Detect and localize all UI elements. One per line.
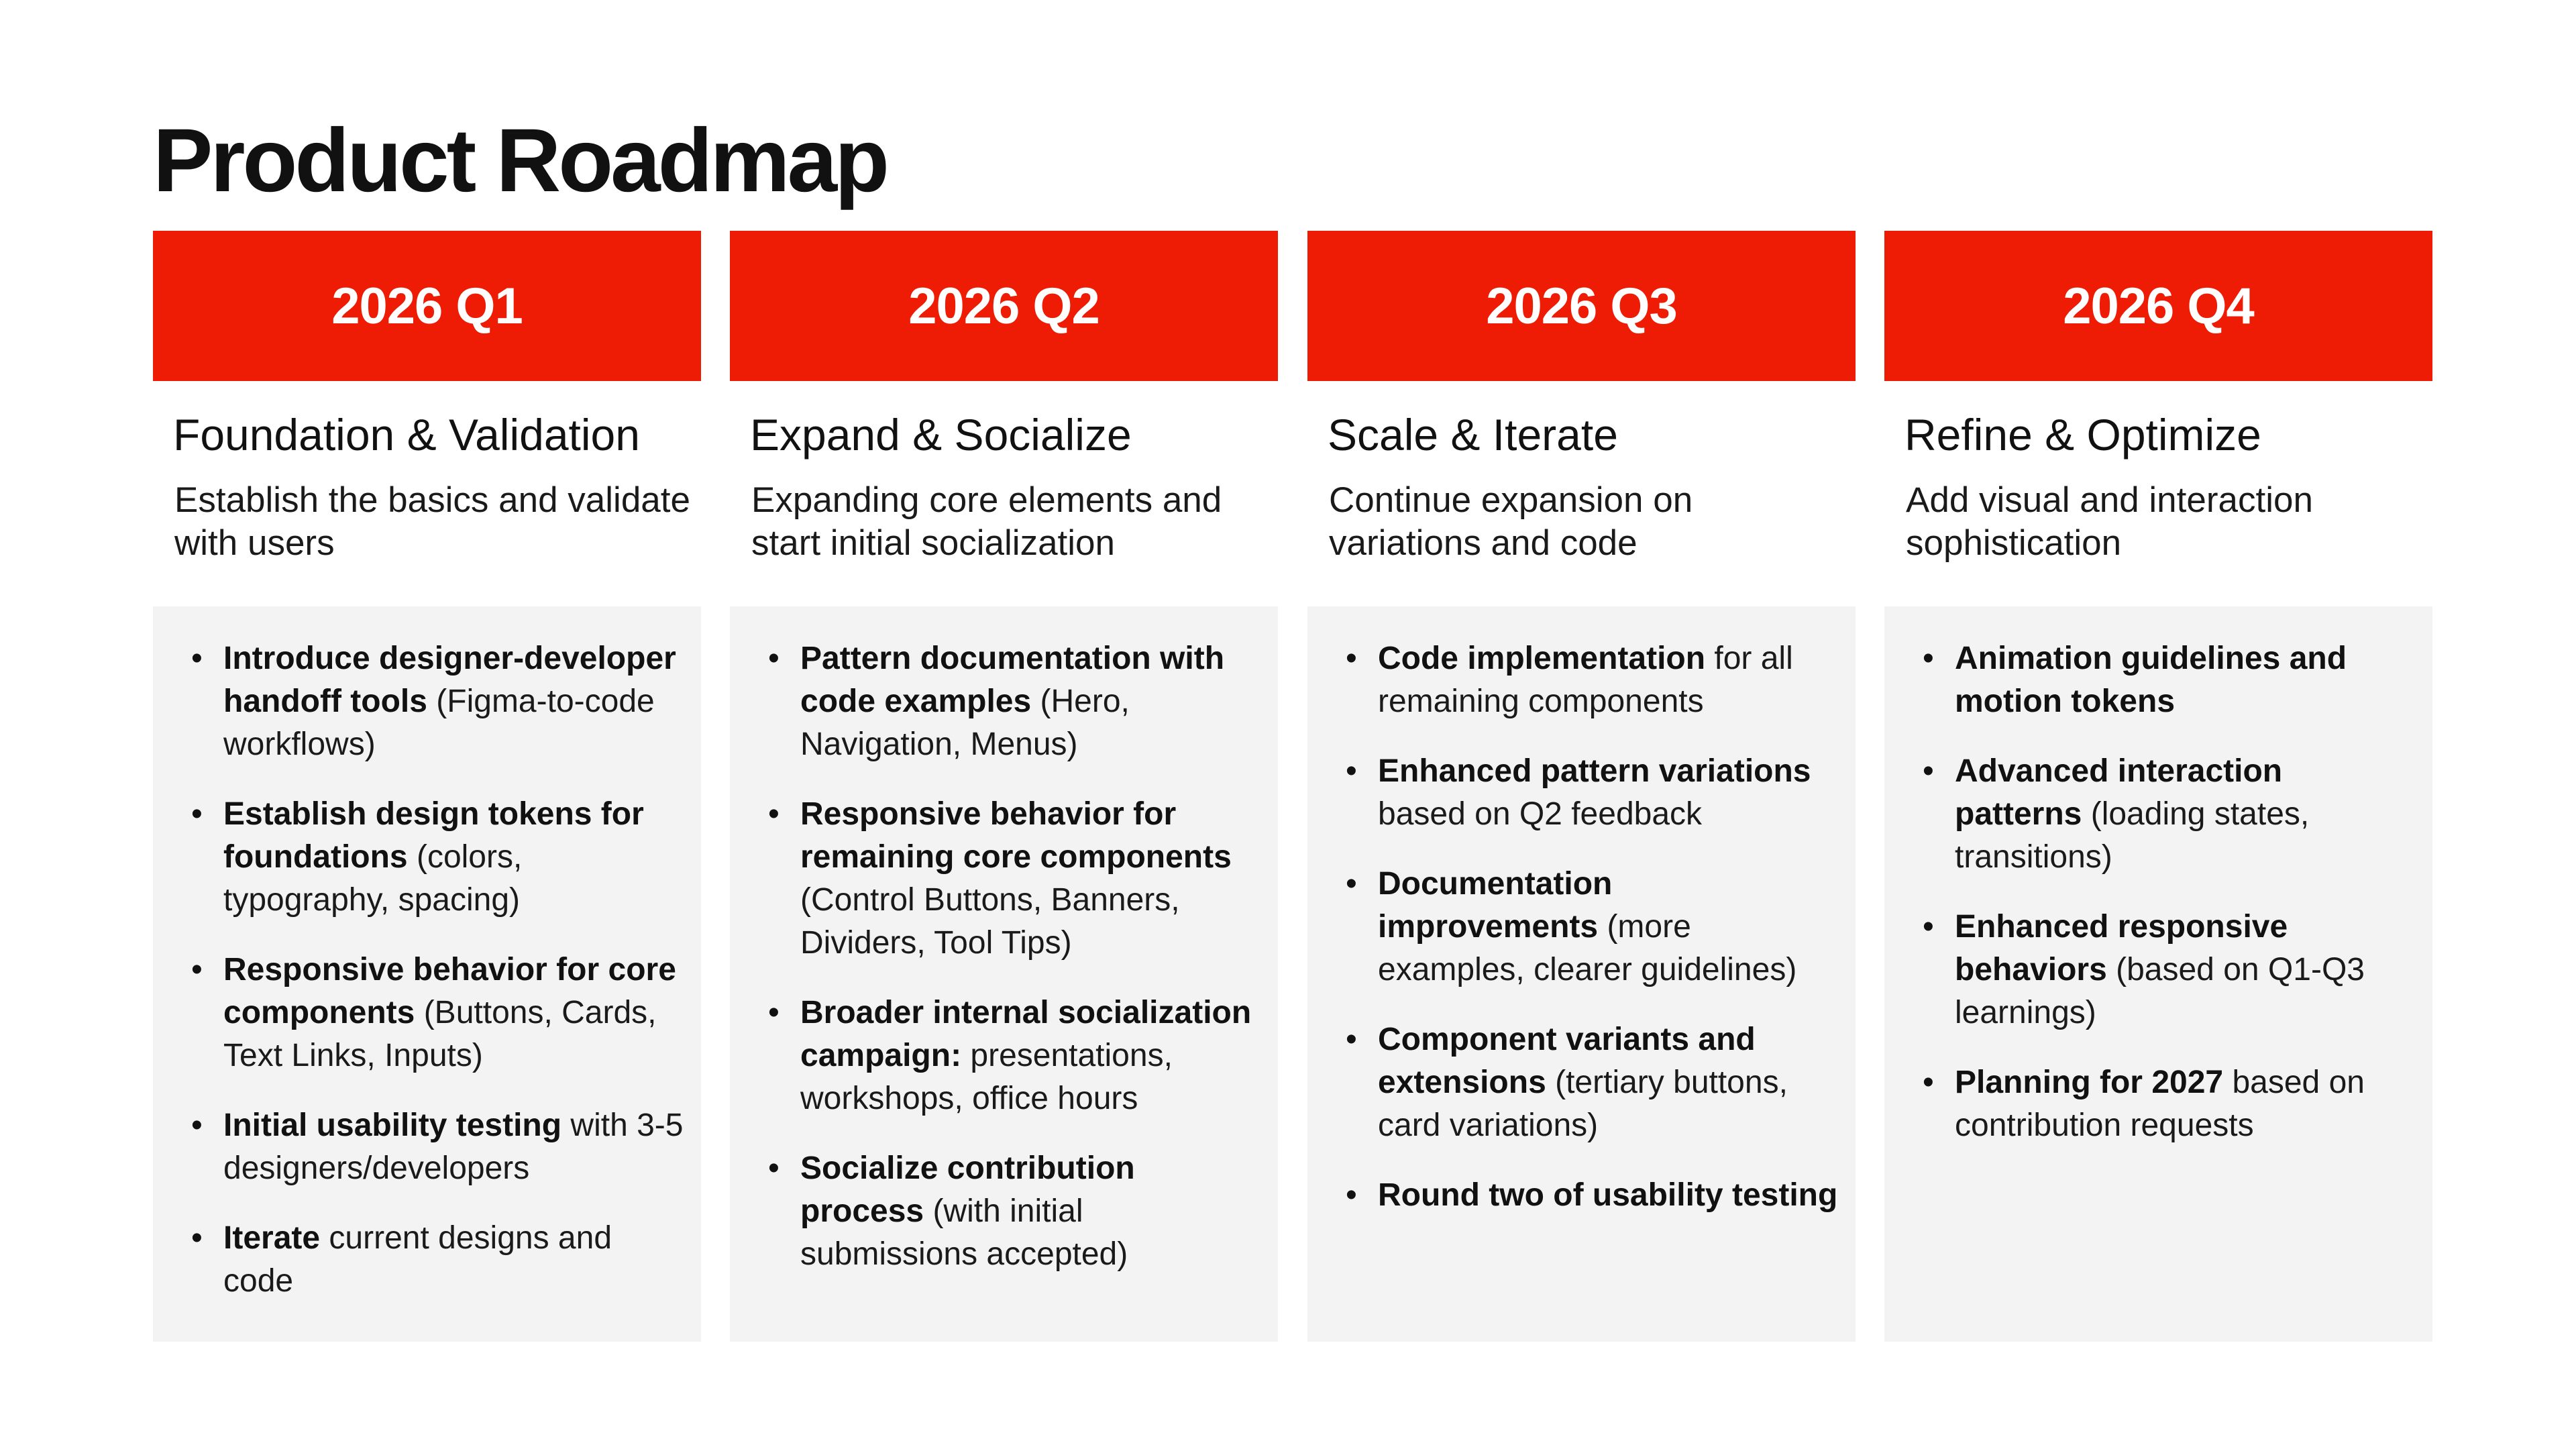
item-detail: (Control Buttons, Banners, Dividers, Tool Tips) (800, 882, 1180, 961)
item-highlight: Animation guidelines and motion tokens (1955, 641, 2347, 719)
item-detail: with 3-5 designers/developers (223, 1108, 684, 1186)
bullet-icon: • (768, 641, 780, 676)
item-highlight: Responsive behavior for remaining core components (800, 796, 1232, 875)
bullet-icon: • (1346, 1177, 1357, 1213)
phase-title: Foundation & Validation (173, 410, 640, 460)
quarter-label: 2026 Q4 (2063, 277, 2254, 335)
roadmap-item (153, 793, 701, 922)
item-highlight: Iterate (223, 1220, 321, 1256)
item-highlight: Planning for 2027 (1955, 1065, 2224, 1100)
item-highlight: Documentation improvements (1378, 866, 1613, 945)
roadmap-items-list (730, 637, 1278, 1303)
roadmap-item (730, 637, 1278, 766)
roadmap-item (153, 1217, 701, 1303)
roadmap-item (730, 1147, 1278, 1276)
item-detail: for all remaining components (1378, 641, 1793, 719)
roadmap-item (1884, 906, 2432, 1034)
roadmap-item (153, 949, 701, 1077)
bullet-icon: • (191, 1108, 203, 1143)
bullet-icon: • (768, 995, 780, 1030)
phase-title: Expand & Socialize (750, 410, 1132, 460)
quarter-label: 2026 Q1 (331, 277, 523, 335)
phase-description: Continue expansion on variations and code (1329, 480, 1693, 563)
roadmap-items-list (153, 637, 701, 1330)
bullet-icon: • (1923, 1065, 1934, 1100)
item-detail: (Hero, Navigation, Menus) (800, 684, 1130, 762)
bullet-icon: • (191, 952, 203, 987)
quarter-column-q2 (730, 231, 1278, 1342)
roadmap-item (153, 1104, 701, 1190)
bullet-icon: • (1346, 753, 1357, 789)
item-detail: (more examples, clearer guidelines) (1378, 909, 1797, 987)
item-detail: (loading states, transitions) (1955, 796, 2310, 875)
quarter-header (730, 231, 1278, 381)
bullet-icon: • (1346, 866, 1357, 902)
item-highlight: Initial usability testing (223, 1108, 562, 1143)
item-highlight: Socialize contribution process (800, 1150, 1135, 1229)
item-detail: based on Q2 feedback (1378, 796, 1703, 832)
item-detail: (tertiary buttons, card variations) (1378, 1065, 1788, 1143)
items-panel (730, 606, 1278, 1342)
quarter-column-q4 (1884, 231, 2432, 1342)
bullet-icon: • (191, 796, 203, 832)
item-detail: (colors, typography, spacing) (223, 839, 523, 918)
bullet-icon: • (1346, 1022, 1357, 1057)
roadmap-item (730, 793, 1278, 965)
roadmap-items-list (1884, 637, 2432, 1174)
quarter-columns (153, 231, 2432, 1342)
page-title: Product Roadmap (153, 111, 887, 211)
bullet-icon: • (768, 1150, 780, 1186)
phase-description: Establish the basics and validate with users (174, 480, 690, 563)
roadmap-item (1307, 637, 1856, 723)
bullet-icon: • (1923, 909, 1934, 945)
roadmap-item (1307, 1018, 1856, 1147)
roadmap-item (1884, 1061, 2432, 1147)
bullet-icon: • (191, 641, 203, 676)
item-highlight: Round two of usability testing (1378, 1177, 1838, 1213)
items-panel (1307, 606, 1856, 1342)
quarter-label: 2026 Q3 (1486, 277, 1677, 335)
phase-title: Refine & Optimize (1904, 410, 2261, 460)
bullet-icon: • (1923, 641, 1934, 676)
item-highlight: Responsive behavior for core components (223, 952, 676, 1030)
item-detail: (Figma-to-code workflows) (223, 684, 655, 762)
roadmap-item (1884, 637, 2432, 723)
items-panel (1884, 606, 2432, 1342)
quarter-label: 2026 Q2 (908, 277, 1099, 335)
bullet-icon: • (1346, 641, 1357, 676)
roadmap-item (1307, 750, 1856, 836)
phase-description: Expanding core elements and start initial socialization (751, 480, 1222, 563)
item-detail: (Buttons, Cards, Text Links, Inputs) (223, 995, 657, 1073)
roadmap-item (1307, 1174, 1856, 1217)
item-highlight: Pattern documentation with code examples (800, 641, 1225, 719)
quarter-header (1307, 231, 1856, 381)
item-highlight: Enhanced responsive behaviors (1955, 909, 2288, 987)
phase-description: Add visual and interaction sophistication (1906, 480, 2313, 563)
quarter-header (153, 231, 701, 381)
items-panel (153, 606, 701, 1342)
item-highlight: Advanced interaction patterns (1955, 753, 2283, 832)
item-detail: (based on Q1-Q3 learnings) (1955, 952, 2365, 1030)
roadmap-items-list (1307, 637, 1856, 1244)
roadmap-item (1884, 750, 2432, 879)
roadmap-item (730, 991, 1278, 1120)
item-detail: (with initial submissions accepted) (800, 1193, 1128, 1272)
item-highlight: Enhanced pattern variations (1378, 753, 1811, 789)
item-highlight: Component variants and extensions (1378, 1022, 1756, 1100)
item-highlight: Establish design tokens for foundations (223, 796, 644, 875)
bullet-icon: • (191, 1220, 203, 1256)
quarter-column-q3 (1307, 231, 1856, 1342)
phase-title: Scale & Iterate (1328, 410, 1618, 460)
item-highlight: Broader internal socialization campaign: (800, 995, 1252, 1073)
bullet-icon: • (1923, 753, 1934, 789)
roadmap-item (153, 637, 701, 766)
quarter-column-q1 (153, 231, 701, 1342)
item-detail: presentations, workshops, office hours (800, 1038, 1173, 1116)
item-highlight: Code implementation (1378, 641, 1706, 676)
item-highlight: Introduce designer-developer handoff tools (223, 641, 676, 719)
item-detail: based on contribution requests (1955, 1065, 2365, 1143)
quarter-header (1884, 231, 2432, 381)
bullet-icon: • (768, 796, 780, 832)
roadmap-item (1307, 863, 1856, 991)
item-detail: current designs and code (223, 1220, 612, 1299)
